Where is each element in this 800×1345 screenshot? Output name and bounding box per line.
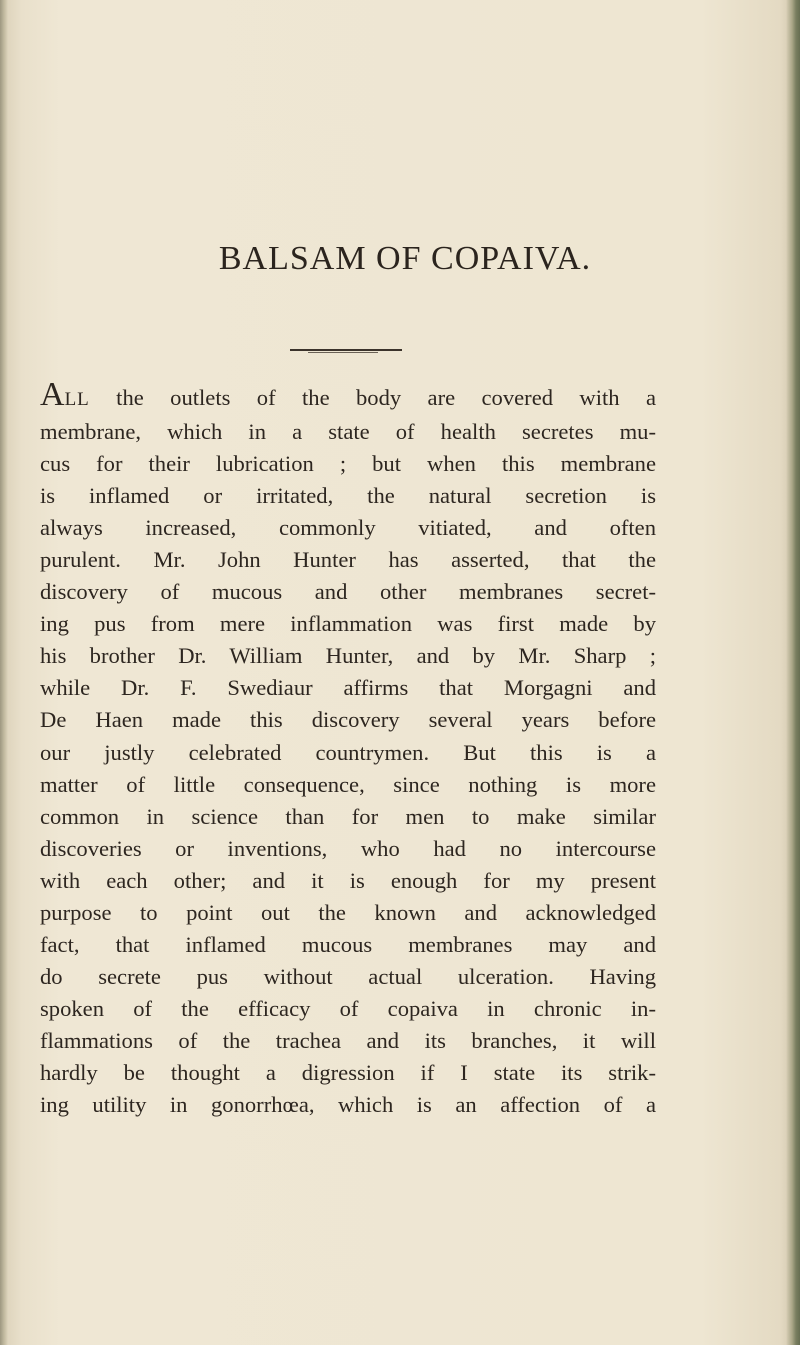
first-line-text: the outlets of the body are covered with a [89,385,656,410]
text-line: membrane, which in a state of health secretes mu- [40,419,656,445]
text-line: hardly be thought a digression if I state its strik- [40,1059,656,1085]
text-line: spoken of the efficacy of copaiva in chronic in- [40,995,656,1021]
title-rule [290,349,402,351]
body-paragraph [40,376,656,1121]
text-line: our justly celebrated countrymen. But this is a [40,739,656,765]
text-line: always increased, commonly vitiated, and often [40,515,656,541]
text-line: ing pus from mere inflammation was first made by [40,611,656,637]
text-line: discovery of mucous and other membranes secret- [40,579,656,605]
text-line: purulent. Mr. John Hunter has asserted, that the [40,547,656,573]
text-line: flammations of the trachea and its branches, it will [40,1027,656,1053]
page-edge [786,0,800,1345]
page-gutter-shadow [0,0,8,1345]
text-line: is inflamed or irritated, the natural secretion is [40,483,656,509]
page-title: BALSAM OF COPAIVA. [218,240,592,277]
first-word-small-caps: LL [64,389,90,410]
text-line: do secrete pus without actual ulceration. Having [40,963,656,989]
text-line: matter of little consequence, since nothing is more [40,771,656,797]
text-line: common in science than for men to make similar [40,803,656,829]
text-line: with each other; and it is enough for my present [40,867,656,893]
text-line-first [40,376,656,416]
text-line: ing utility in gonorrhœa, which is an affection of a [40,1092,656,1118]
text-line: De Haen made this discovery several years before [40,707,656,733]
drop-cap: A [40,376,65,413]
text-line: purpose to point out the known and acknowledged [40,899,656,925]
text-line: discoveries or inventions, who had no intercourse [40,835,656,861]
text-line: cus for their lubrication ; but when this membrane [40,451,656,477]
text-line: while Dr. F. Swediaur affirms that Morgagni and [40,675,656,701]
text-line: his brother Dr. William Hunter, and by Mr. Sharp ; [40,643,656,669]
text-line: fact, that inflamed mucous membranes may and [40,931,656,957]
